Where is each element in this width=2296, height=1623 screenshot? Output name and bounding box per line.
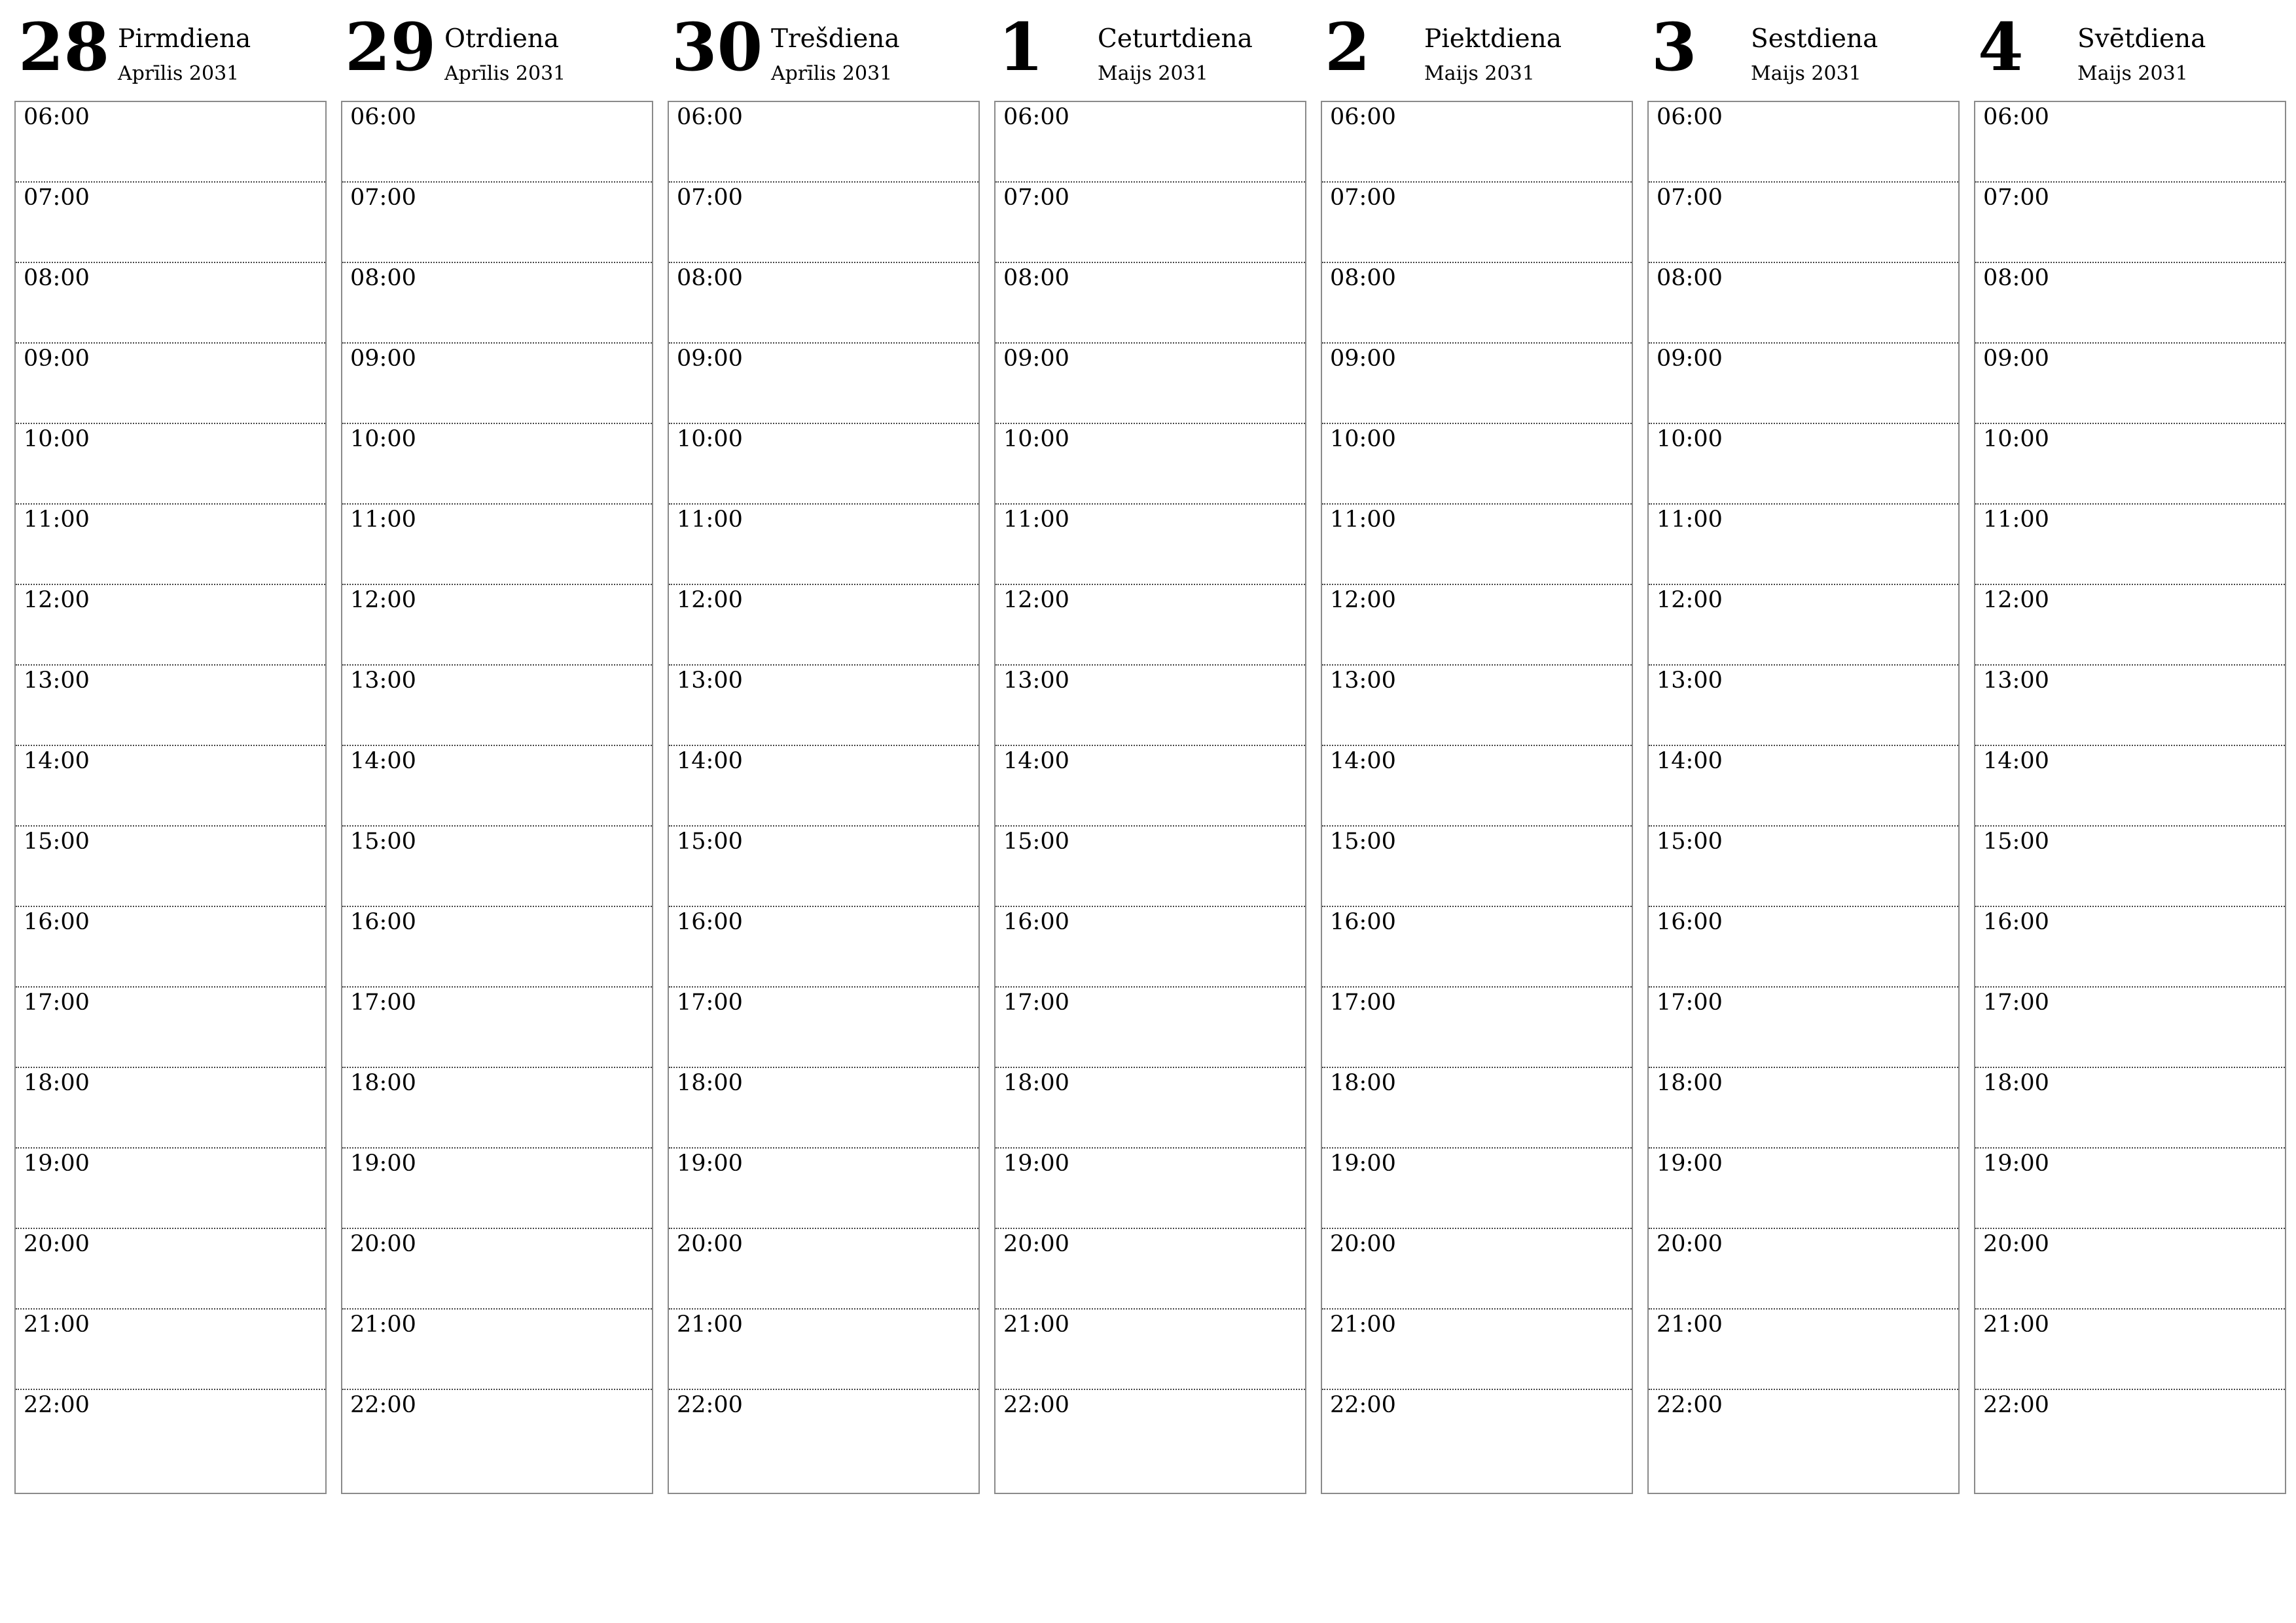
time-label: 15:00 [1003,829,1069,855]
time-slot[interactable] [342,1229,652,1310]
time-slot[interactable] [1322,988,1632,1068]
time-label: 10:00 [677,426,743,452]
time-slot[interactable] [342,1068,652,1149]
time-label: 22:00 [350,1392,416,1418]
time-slot[interactable] [16,585,325,666]
time-slot[interactable] [342,505,652,585]
time-label: 08:00 [1330,265,1396,291]
time-label: 08:00 [1657,265,1723,291]
day-number: 3 [1651,9,1697,86]
time-label: 17:00 [677,990,743,1016]
time-label: 22:00 [677,1392,743,1418]
time-label: 10:00 [24,426,90,452]
time-label: 14:00 [24,748,90,774]
time-slot[interactable] [1322,183,1632,263]
time-label: 11:00 [677,507,743,533]
time-slot[interactable] [1975,827,2285,907]
time-label: 06:00 [1330,104,1396,130]
time-slot[interactable] [1649,505,1958,585]
time-label: 10:00 [1983,426,2049,452]
time-slot[interactable] [1975,1149,2285,1229]
time-slot[interactable] [1322,344,1632,424]
time-slot[interactable] [996,1068,1305,1149]
time-label: 20:00 [1003,1231,1069,1257]
time-label: 13:00 [1657,668,1723,694]
time-slot[interactable] [996,585,1305,666]
time-slot[interactable] [1649,344,1958,424]
time-slot[interactable] [669,746,978,827]
time-slot[interactable] [669,907,978,988]
time-label: 18:00 [1983,1070,2049,1096]
time-label: 06:00 [24,104,90,130]
day-month: Maijs 2031 [1751,62,1861,85]
time-label: 21:00 [677,1311,743,1338]
time-slot[interactable] [1322,263,1632,344]
time-label: 08:00 [677,265,743,291]
day-name: Svētdiena [2077,24,2206,54]
day-column [1321,0,1633,1505]
time-label: 17:00 [1657,990,1723,1016]
time-label: 21:00 [1003,1311,1069,1338]
time-label: 22:00 [1003,1392,1069,1418]
time-slot[interactable] [1649,1149,1958,1229]
time-label: 19:00 [350,1150,416,1177]
time-label: 06:00 [1983,104,2049,130]
time-slot[interactable] [996,746,1305,827]
time-label: 16:00 [1983,909,2049,935]
time-slot[interactable] [1649,183,1958,263]
time-slot[interactable] [669,666,978,746]
time-slot[interactable] [1649,1068,1958,1149]
time-slot[interactable] [342,746,652,827]
time-label: 16:00 [24,909,90,935]
time-label: 07:00 [24,185,90,211]
time-label: 09:00 [1983,346,2049,372]
time-label: 08:00 [24,265,90,291]
time-label: 22:00 [24,1392,90,1418]
time-label: 18:00 [24,1070,90,1096]
day-schedule-box [1321,101,1633,1494]
time-slot[interactable] [1322,746,1632,827]
time-slot[interactable] [1975,988,2285,1068]
time-slot[interactable] [1975,102,2285,183]
time-slot[interactable] [1322,1149,1632,1229]
day-header [1974,0,2286,101]
time-label: 17:00 [1983,990,2049,1016]
time-label: 18:00 [350,1070,416,1096]
time-slot[interactable] [996,102,1305,183]
time-slot[interactable] [16,1310,325,1390]
time-slot[interactable] [996,1310,1305,1390]
time-slot[interactable] [669,585,978,666]
time-label: 14:00 [1983,748,2049,774]
time-slot[interactable] [342,1390,652,1478]
time-slot[interactable] [16,1390,325,1478]
time-label: 08:00 [350,265,416,291]
day-name: Piektdiena [1424,24,1562,54]
time-label: 18:00 [1657,1070,1723,1096]
time-label: 07:00 [1003,185,1069,211]
time-slot[interactable] [1322,424,1632,505]
day-column [1974,0,2286,1505]
day-month: Maijs 2031 [1098,62,1208,85]
time-label: 21:00 [24,1311,90,1338]
day-column [14,0,327,1505]
day-schedule-box [1647,101,1960,1494]
day-column [1647,0,1960,1505]
time-slot[interactable] [1975,666,2285,746]
time-label: 16:00 [1003,909,1069,935]
time-slot[interactable] [1975,263,2285,344]
time-slot[interactable] [342,988,652,1068]
time-label: 22:00 [1657,1392,1723,1418]
day-number: 2 [1325,9,1371,86]
time-label: 12:00 [1003,587,1069,613]
day-name: Otrdiena [444,24,560,54]
time-slot[interactable] [1649,102,1958,183]
time-label: 18:00 [1003,1070,1069,1096]
time-slot[interactable] [996,1229,1305,1310]
time-label: 07:00 [677,185,743,211]
time-slot[interactable] [1975,585,2285,666]
time-slot[interactable] [996,666,1305,746]
time-label: 11:00 [350,507,416,533]
day-schedule-box [341,101,653,1494]
time-slot[interactable] [669,424,978,505]
day-month: Maijs 2031 [1424,62,1535,85]
time-slot[interactable] [669,183,978,263]
day-month: Aprīlis 2031 [444,62,566,85]
time-label: 11:00 [24,507,90,533]
time-label: 11:00 [1003,507,1069,533]
time-label: 07:00 [1983,185,2049,211]
day-number: 4 [1978,9,2024,86]
time-label: 20:00 [1330,1231,1396,1257]
time-label: 20:00 [677,1231,743,1257]
time-slot[interactable] [996,505,1305,585]
time-label: 22:00 [1330,1392,1396,1418]
time-label: 06:00 [1003,104,1069,130]
time-label: 09:00 [24,346,90,372]
time-label: 19:00 [1003,1150,1069,1177]
time-label: 12:00 [1983,587,2049,613]
time-label: 12:00 [350,587,416,613]
day-header [994,0,1306,101]
day-name: Trešdiena [771,24,900,54]
time-label: 12:00 [677,587,743,613]
time-slot[interactable] [1649,1390,1958,1478]
day-number: 29 [345,9,437,86]
time-label: 13:00 [1983,668,2049,694]
time-slot[interactable] [16,102,325,183]
time-label: 09:00 [677,346,743,372]
time-label: 16:00 [1330,909,1396,935]
time-label: 14:00 [1330,748,1396,774]
day-schedule-box [668,101,980,1494]
time-slot[interactable] [1975,344,2285,424]
time-label: 07:00 [1330,185,1396,211]
time-label: 12:00 [1330,587,1396,613]
day-column [668,0,980,1505]
time-label: 10:00 [350,426,416,452]
time-slot[interactable] [669,102,978,183]
time-slot[interactable] [669,263,978,344]
time-slot[interactable] [16,424,325,505]
time-slot[interactable] [996,1149,1305,1229]
time-slot[interactable] [1649,1229,1958,1310]
day-number: 28 [18,9,110,86]
time-slot[interactable] [16,1068,325,1149]
time-slot[interactable] [1975,1068,2285,1149]
time-label: 16:00 [350,909,416,935]
day-header [1647,0,1960,101]
time-label: 07:00 [1657,185,1723,211]
day-month: Aprīlis 2031 [771,62,893,85]
time-slot[interactable] [342,585,652,666]
time-slot[interactable] [1322,666,1632,746]
time-slot[interactable] [1322,907,1632,988]
time-slot[interactable] [342,827,652,907]
time-slot[interactable] [669,827,978,907]
time-label: 20:00 [350,1231,416,1257]
time-label: 06:00 [677,104,743,130]
time-slot[interactable] [1975,424,2285,505]
time-slot[interactable] [1649,907,1958,988]
day-number: 1 [998,9,1044,86]
time-label: 21:00 [1983,1311,2049,1338]
time-slot[interactable] [1649,263,1958,344]
time-slot[interactable] [1975,1390,2285,1478]
time-slot[interactable] [16,666,325,746]
time-slot[interactable] [1322,1068,1632,1149]
time-slot[interactable] [342,344,652,424]
time-slot[interactable] [342,666,652,746]
time-label: 08:00 [1003,265,1069,291]
time-slot[interactable] [669,344,978,424]
time-slot[interactable] [342,102,652,183]
time-label: 12:00 [1657,587,1723,613]
time-slot[interactable] [342,424,652,505]
time-slot[interactable] [342,907,652,988]
time-slot[interactable] [996,827,1305,907]
time-label: 15:00 [1330,829,1396,855]
day-header [14,0,327,101]
time-label: 14:00 [1003,748,1069,774]
time-label: 19:00 [1330,1150,1396,1177]
day-month: Maijs 2031 [2077,62,2188,85]
time-slot[interactable] [669,1390,978,1478]
time-slot[interactable] [16,263,325,344]
time-slot[interactable] [669,988,978,1068]
time-label: 13:00 [24,668,90,694]
time-label: 14:00 [350,748,416,774]
time-label: 09:00 [1657,346,1723,372]
day-header [668,0,980,101]
time-slot[interactable] [1975,1229,2285,1310]
time-label: 14:00 [1657,748,1723,774]
time-slot[interactable] [16,1229,325,1310]
day-name: Pirmdiena [118,24,251,54]
time-label: 13:00 [677,668,743,694]
time-slot[interactable] [1322,1390,1632,1478]
time-label: 11:00 [1330,507,1396,533]
time-label: 08:00 [1983,265,2049,291]
time-slot[interactable] [342,263,652,344]
time-label: 18:00 [1330,1070,1396,1096]
time-slot[interactable] [1975,505,2285,585]
time-slot[interactable] [342,1149,652,1229]
time-slot[interactable] [1649,988,1958,1068]
time-label: 21:00 [1330,1311,1396,1338]
time-slot[interactable] [1649,1310,1958,1390]
time-label: 09:00 [1003,346,1069,372]
time-label: 09:00 [350,346,416,372]
time-label: 10:00 [1330,426,1396,452]
time-slot[interactable] [16,907,325,988]
time-label: 19:00 [1983,1150,2049,1177]
time-slot[interactable] [1649,424,1958,505]
time-label: 17:00 [350,990,416,1016]
time-label: 10:00 [1003,426,1069,452]
time-label: 17:00 [1330,990,1396,1016]
time-slot[interactable] [669,1068,978,1149]
time-label: 06:00 [1657,104,1723,130]
time-slot[interactable] [342,1310,652,1390]
time-label: 12:00 [24,587,90,613]
time-label: 20:00 [1983,1231,2049,1257]
day-month: Aprīlis 2031 [118,62,240,85]
time-label: 20:00 [1657,1231,1723,1257]
day-name: Sestdiena [1751,24,1878,54]
time-slot[interactable] [1649,585,1958,666]
time-label: 18:00 [677,1070,743,1096]
time-label: 21:00 [350,1311,416,1338]
day-number: 30 [672,9,763,86]
time-label: 17:00 [24,990,90,1016]
time-label: 15:00 [1983,829,2049,855]
time-slot[interactable] [1975,746,2285,827]
time-slot[interactable] [996,344,1305,424]
time-slot[interactable] [996,424,1305,505]
time-slot[interactable] [16,827,325,907]
time-label: 17:00 [1003,990,1069,1016]
time-slot[interactable] [16,344,325,424]
time-slot[interactable] [996,988,1305,1068]
time-slot[interactable] [16,505,325,585]
time-label: 11:00 [1657,507,1723,533]
time-label: 15:00 [1657,829,1723,855]
time-label: 19:00 [24,1150,90,1177]
time-slot[interactable] [1649,666,1958,746]
time-label: 13:00 [1003,668,1069,694]
time-label: 22:00 [1983,1392,2049,1418]
time-slot[interactable] [16,1149,325,1229]
time-slot[interactable] [996,1390,1305,1478]
time-label: 15:00 [677,829,743,855]
time-label: 09:00 [1330,346,1396,372]
time-label: 06:00 [350,104,416,130]
time-label: 16:00 [677,909,743,935]
time-slot[interactable] [1322,1310,1632,1390]
time-slot[interactable] [16,183,325,263]
time-slot[interactable] [1322,505,1632,585]
time-slot[interactable] [1649,827,1958,907]
time-slot[interactable] [1322,827,1632,907]
day-header [341,0,653,101]
time-label: 07:00 [350,185,416,211]
time-slot[interactable] [342,183,652,263]
time-label: 20:00 [24,1231,90,1257]
time-slot[interactable] [996,263,1305,344]
time-slot[interactable] [669,1229,978,1310]
time-label: 14:00 [677,748,743,774]
day-column [341,0,653,1505]
day-column [994,0,1306,1505]
time-slot[interactable] [16,988,325,1068]
time-label: 19:00 [1657,1150,1723,1177]
time-label: 13:00 [1330,668,1396,694]
time-slot[interactable] [669,1310,978,1390]
time-label: 16:00 [1657,909,1723,935]
time-label: 10:00 [1657,426,1723,452]
day-name: Ceturtdiena [1098,24,1253,54]
day-schedule-box [14,101,327,1494]
time-slot[interactable] [1975,907,2285,988]
time-label: 19:00 [677,1150,743,1177]
time-slot[interactable] [1649,746,1958,827]
time-label: 13:00 [350,668,416,694]
time-label: 15:00 [24,829,90,855]
time-slot[interactable] [1322,102,1632,183]
time-slot[interactable] [669,505,978,585]
weekly-planner [14,0,2287,1505]
time-label: 15:00 [350,829,416,855]
time-slot[interactable] [996,183,1305,263]
time-slot[interactable] [1975,1310,2285,1390]
time-slot[interactable] [16,746,325,827]
time-slot[interactable] [1322,585,1632,666]
day-schedule-box [1974,101,2286,1494]
day-schedule-box [994,101,1306,1494]
time-slot[interactable] [1322,1229,1632,1310]
day-header [1321,0,1633,101]
time-label: 21:00 [1657,1311,1723,1338]
time-slot[interactable] [1975,183,2285,263]
time-slot[interactable] [996,907,1305,988]
time-label: 11:00 [1983,507,2049,533]
time-slot[interactable] [669,1149,978,1229]
